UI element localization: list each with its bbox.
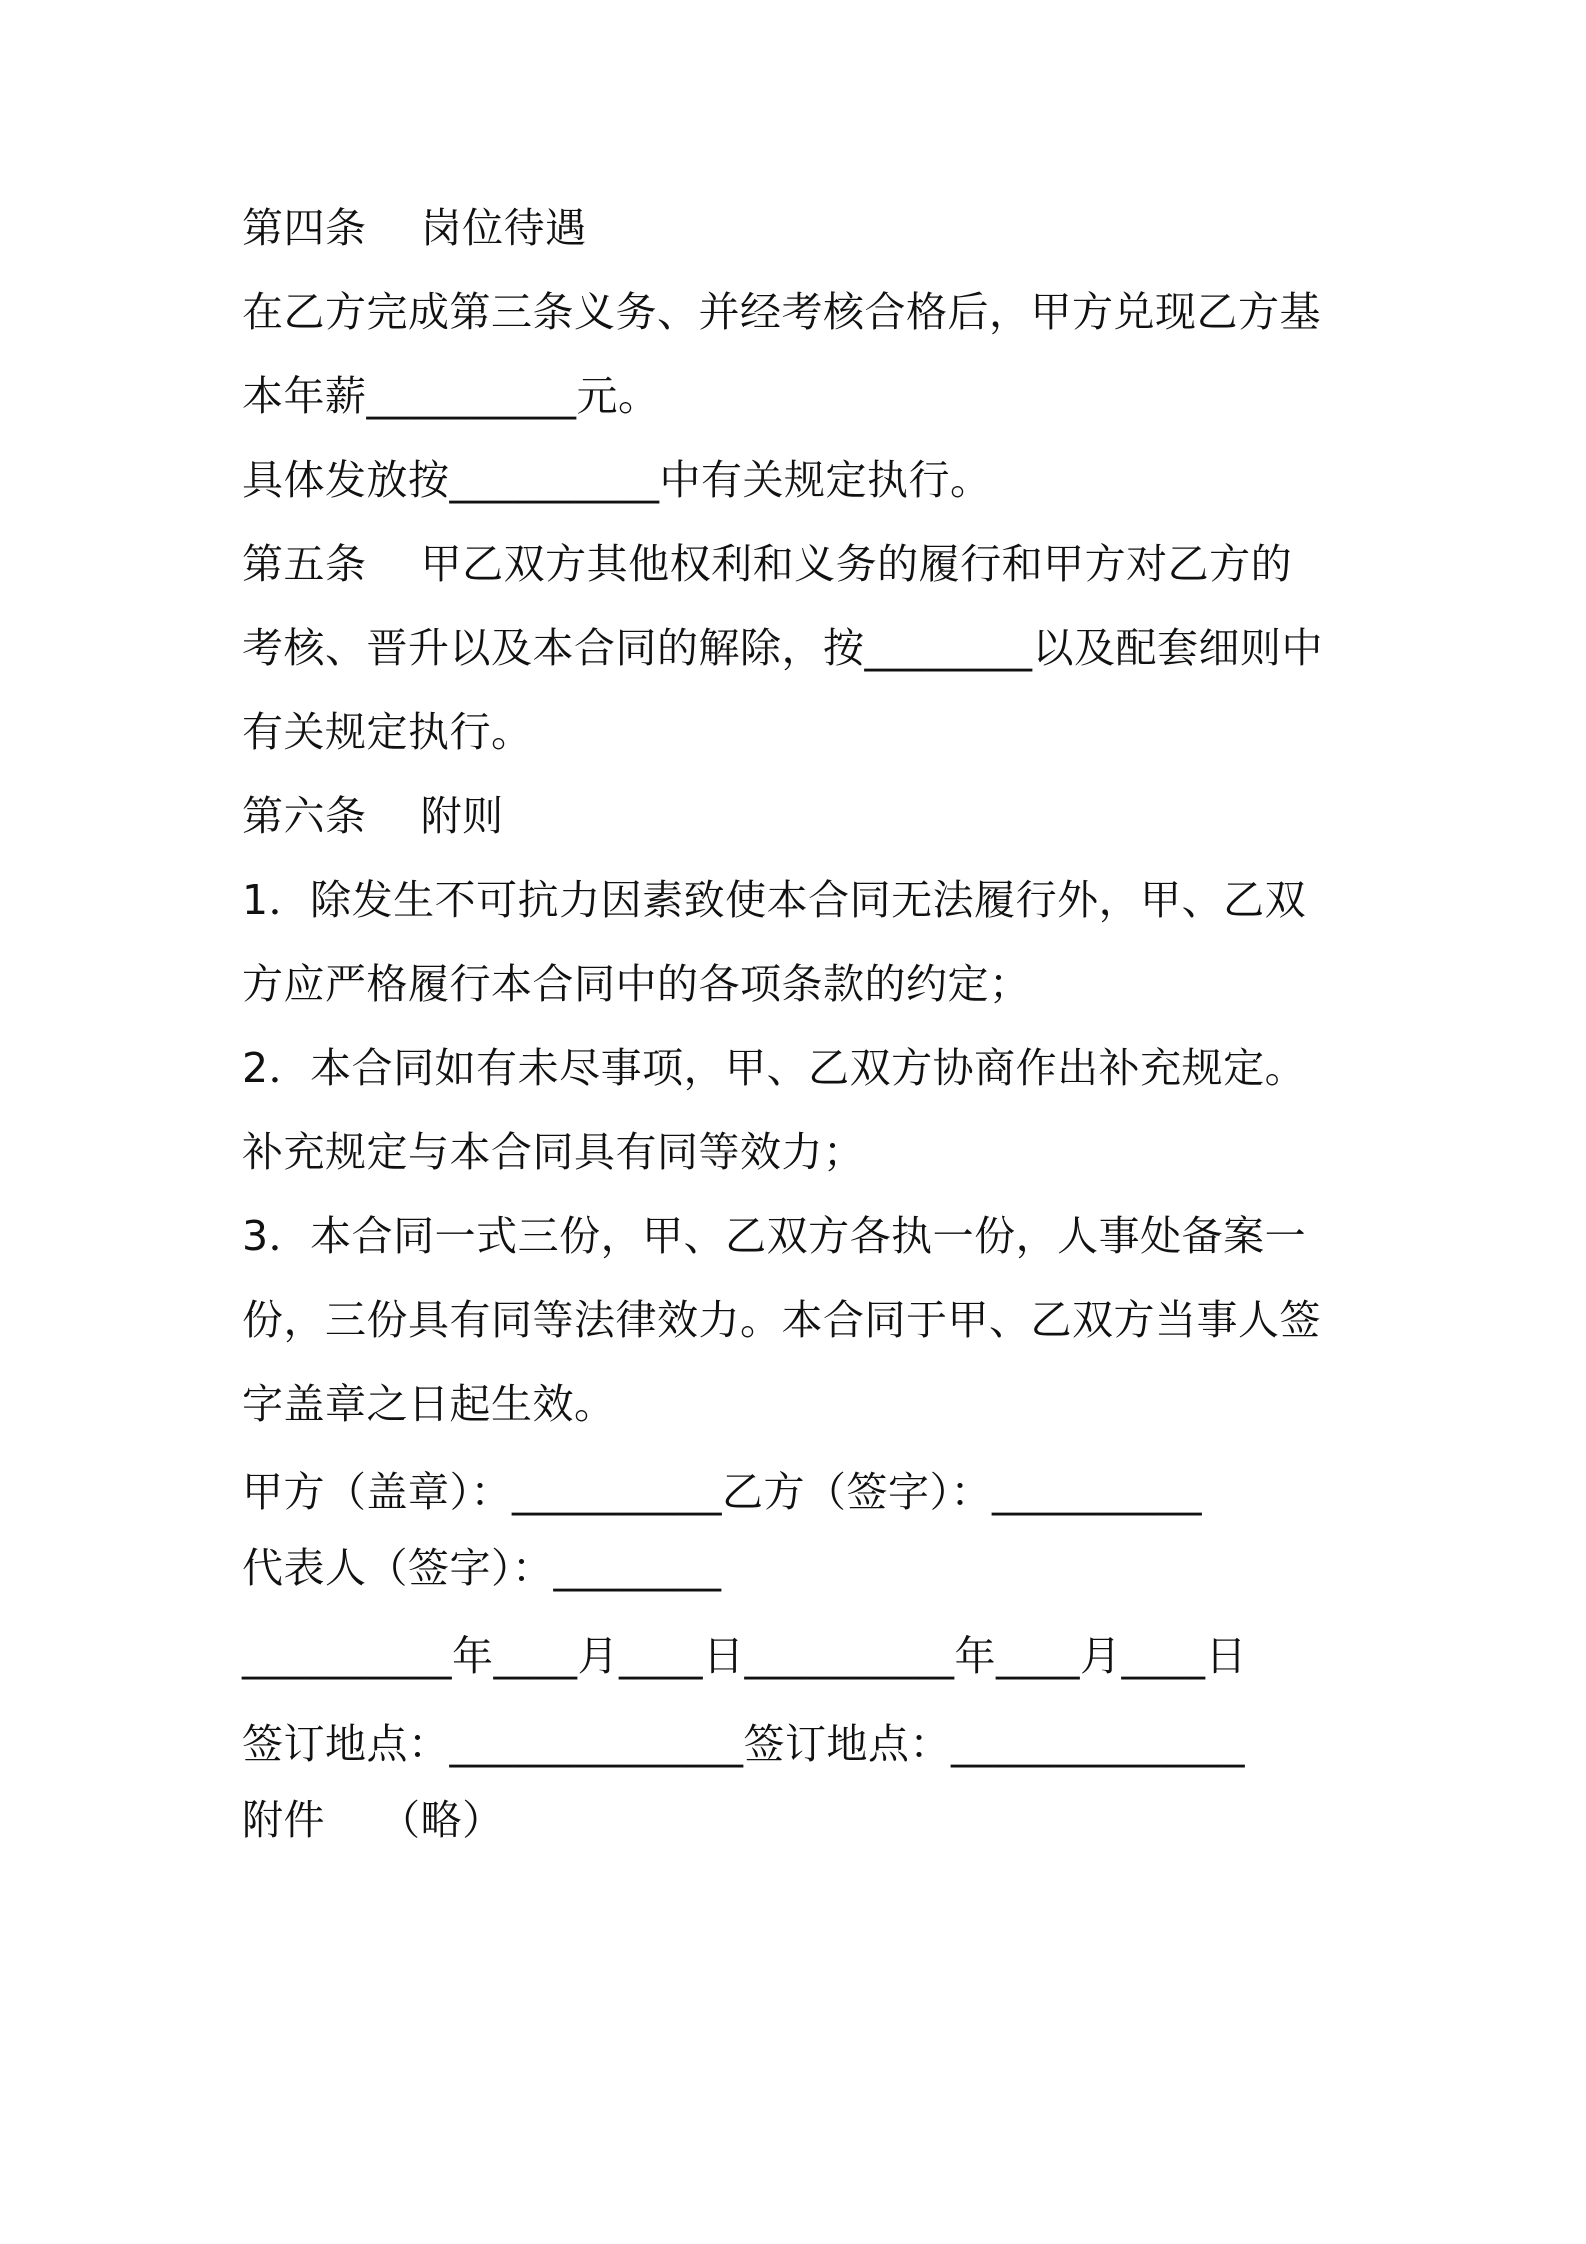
article-4-text-line-1: 在乙方完成第三条义务、并经考核合格后，甲方兑现乙方基 (242, 288, 1321, 336)
signature-parties-line: 甲方（盖章）：__________乙方（签字）：__________ (242, 1468, 1202, 1516)
article-4-text-line-2: 本年薪__________元。 (242, 372, 660, 420)
signing-date-line: __________年____月____日__________年____月____日 (242, 1632, 1247, 1680)
clause-1-line-2: 方应严格履行本合同中的各项条款的约定； (242, 960, 1031, 1008)
signing-location-line: 签订地点：______________签订地点：______________ (242, 1720, 1245, 1768)
article-5-text-line-1: 第五条 甲乙双方其他权利和义务的履行和甲方对乙方的 (242, 540, 1293, 588)
article-6-heading: 第六条 附则 (242, 792, 504, 840)
clause-1-line-1: 1．除发生不可抗力因素致使本合同无法履行外，甲、乙双 (242, 876, 1307, 924)
article-5-text-line-2: 考核、晋升以及本合同的解除，按________以及配套细则中 (242, 624, 1323, 672)
clause-2-line-2: 补充规定与本合同具有同等效力； (242, 1128, 865, 1176)
attachment-line: 附件 （略） (242, 1796, 504, 1844)
clause-2-line-1: 2．本合同如有未尽事项，甲、乙双方协商作出补充规定。 (242, 1044, 1307, 1092)
clause-3-line-1: 3．本合同一式三份，甲、乙双方各执一份，人事处备案一 (242, 1212, 1307, 1260)
clause-3-line-2: 份，三份具有同等法律效力。本合同于甲、乙双方当事人签 (242, 1296, 1321, 1344)
article-5-text-line-3: 有关规定执行。 (242, 708, 533, 756)
article-4-heading: 第四条 岗位待遇 (242, 204, 587, 252)
representative-signature-line: 代表人（签字）：________ (242, 1544, 722, 1592)
clause-3-line-3: 字盖章之日起生效。 (242, 1380, 616, 1428)
article-4-payment-text: 具体发放按__________中有关规定执行。 (242, 456, 992, 504)
